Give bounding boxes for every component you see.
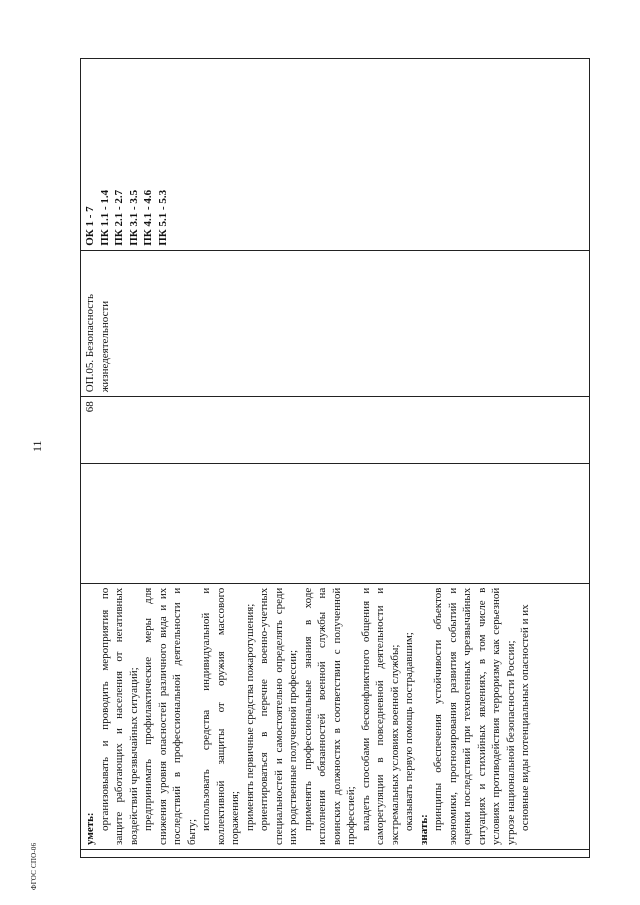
skill-item: применять первичные средства пожаротушения; — [243, 603, 256, 832]
skill-item: применять профессиональные знания в ходе исполнения обязанностей военной службы на воинских должностях в соответствии с полученной профессией; — [301, 587, 357, 846]
blank-cell — [81, 463, 590, 583]
competency-code: ПК 1.1 - 1.4 — [98, 189, 111, 246]
competency-code: ПК 5.1 - 5.3 — [156, 189, 169, 246]
competency-code: ПК 3.1 - 3.5 — [127, 189, 140, 246]
footer-label: ФГОС СПО-06 — [30, 842, 38, 890]
table-wrapper — [80, 58, 590, 858]
knowledge-item: основные виды потенциальных опасностей и их — [519, 604, 531, 832]
skill-item: оказывать первую помощь пострадавшим; — [403, 632, 415, 832]
skill-item: предпринимать профилактические меры для снижения уровня опасностей различного вида и их последствий в профессиональной деятельности и быту; — [142, 587, 198, 846]
knowledge-item: принципы обеспечения устойчивости объектов экономики, прогнозирования развития событий и оценки последствий при техногенных чрезвычайных ситуациях и стихийных явлениях, в том числе в условиях противодействия терроризму как серьезной угрозе национальной безопасности России; — [432, 587, 517, 846]
skill-item: владеть способами бесконфликтного общения и саморегуляции в повседневной деятельности и экстремальных условиях военной службы; — [359, 587, 401, 846]
skill-item: ориентироваться в перечне военно-учетных специальностей и самостоятельно определять среди них родственные полученной профессии; — [258, 587, 299, 846]
knowledge-heading: знать: — [417, 814, 430, 846]
competencies-cell — [81, 59, 590, 251]
competency-code: ОК 1 - 7 — [84, 206, 96, 246]
description-cell — [81, 583, 590, 849]
skills-heading: уметь: — [84, 812, 96, 846]
skill-item: использовать средства индивидуальной и коллективной защиты от оружия массового поражения; — [200, 587, 241, 846]
blank-cell — [81, 850, 590, 858]
discipline-cell: ОП.05. Безопасность жизнедеятельности — [81, 250, 590, 396]
hours-cell: 68 — [81, 397, 590, 464]
description-body — [83, 588, 533, 845]
competency-code: ПК 4.1 - 4.6 — [142, 189, 154, 246]
competency-table — [80, 58, 590, 858]
table-row — [81, 59, 590, 858]
skill-item: организовывать и проводить мероприятия по защите работающих и населения от негативных воздействий чрезвычайных ситуаций; — [98, 587, 140, 846]
competency-code: ПК 2.1 - 2.7 — [113, 189, 125, 246]
page-number: 11 — [30, 440, 44, 452]
